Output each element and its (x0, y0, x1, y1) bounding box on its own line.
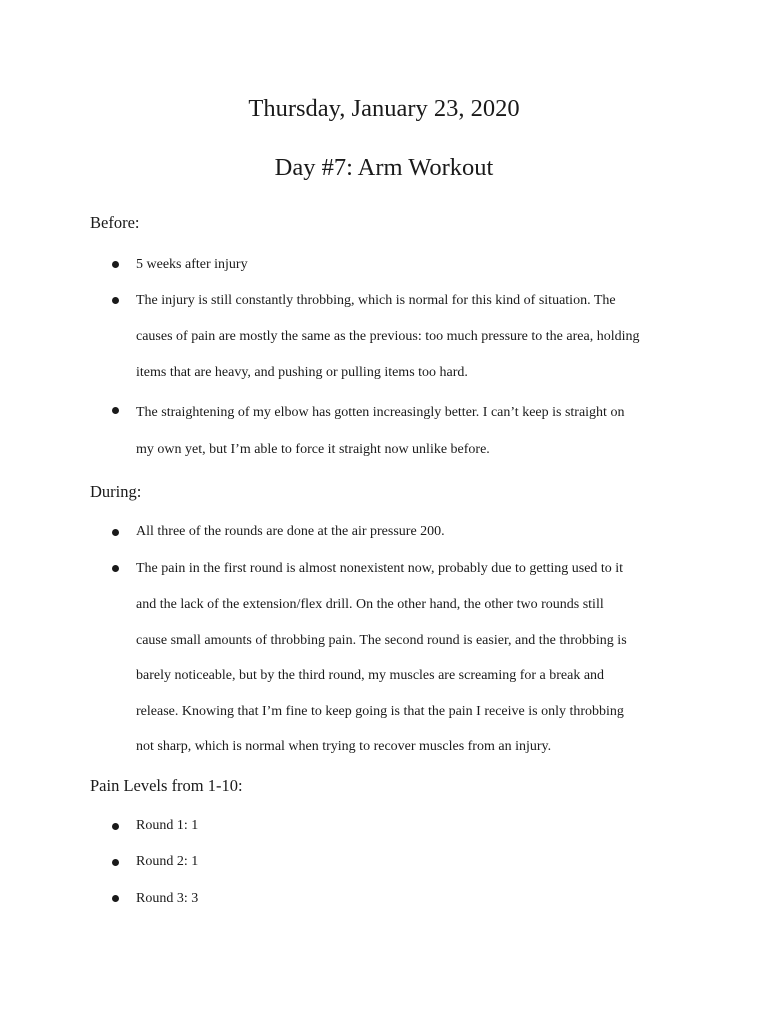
list-item-line: All three of the rounds are done at the air pressure 200. (136, 524, 445, 539)
during-heading: During: (90, 482, 142, 501)
list-item-line: items that are heavy, and pushing or pulling items too hard. (136, 365, 468, 380)
list-item-line: The pain in the first round is almost nonexistent now, probably due to getting used to it (136, 561, 624, 576)
bullet-icon (112, 529, 119, 536)
pain-levels-heading: Pain Levels from 1-10: (90, 776, 243, 795)
list-item-line: and the lack of the extension/flex drill. On the other hand, the other two rounds still (136, 597, 604, 612)
list-item-line: Round 3: 3 (136, 891, 199, 906)
list-item-line: not sharp, which is normal when trying to recover muscles from an injury. (136, 739, 552, 754)
bullet-icon (112, 297, 119, 304)
list-item-line: The straightening of my elbow has gotten increasingly better. I can’t keep is straight on (136, 405, 625, 420)
list-item-line: my own yet, but I’m able to force it straight now unlike before. (136, 442, 490, 457)
bullet-icon (112, 859, 119, 866)
workout-title: Day #7: Arm Workout (274, 154, 494, 181)
list-item-line: Round 1: 1 (136, 818, 199, 833)
list-item-line: The injury is still constantly throbbing, which is normal for this kind of situation. The (136, 293, 616, 308)
date-title: Thursday, January 23, 2020 (248, 95, 520, 122)
bullet-icon (112, 823, 119, 830)
list-item-line: cause small amounts of throbbing pain. The second round is easier, and the throbbing is (136, 633, 627, 648)
list-item-line: Round 2: 1 (136, 854, 199, 869)
list-item-line: 5 weeks after injury (136, 257, 248, 272)
list-item-line: causes of pain are mostly the same as the previous: too much pressure to the area, holding (136, 329, 640, 344)
list-item-line: barely noticeable, but by the third round, my muscles are screaming for a break and (136, 668, 605, 683)
bullet-icon (112, 565, 119, 572)
bullet-icon (112, 261, 119, 268)
before-heading: Before: (90, 213, 140, 232)
list-item-line: release. Knowing that I’m fine to keep going is that the pain I receive is only throbbing (136, 704, 624, 719)
bullet-icon (112, 407, 119, 414)
bullet-icon (112, 895, 119, 902)
